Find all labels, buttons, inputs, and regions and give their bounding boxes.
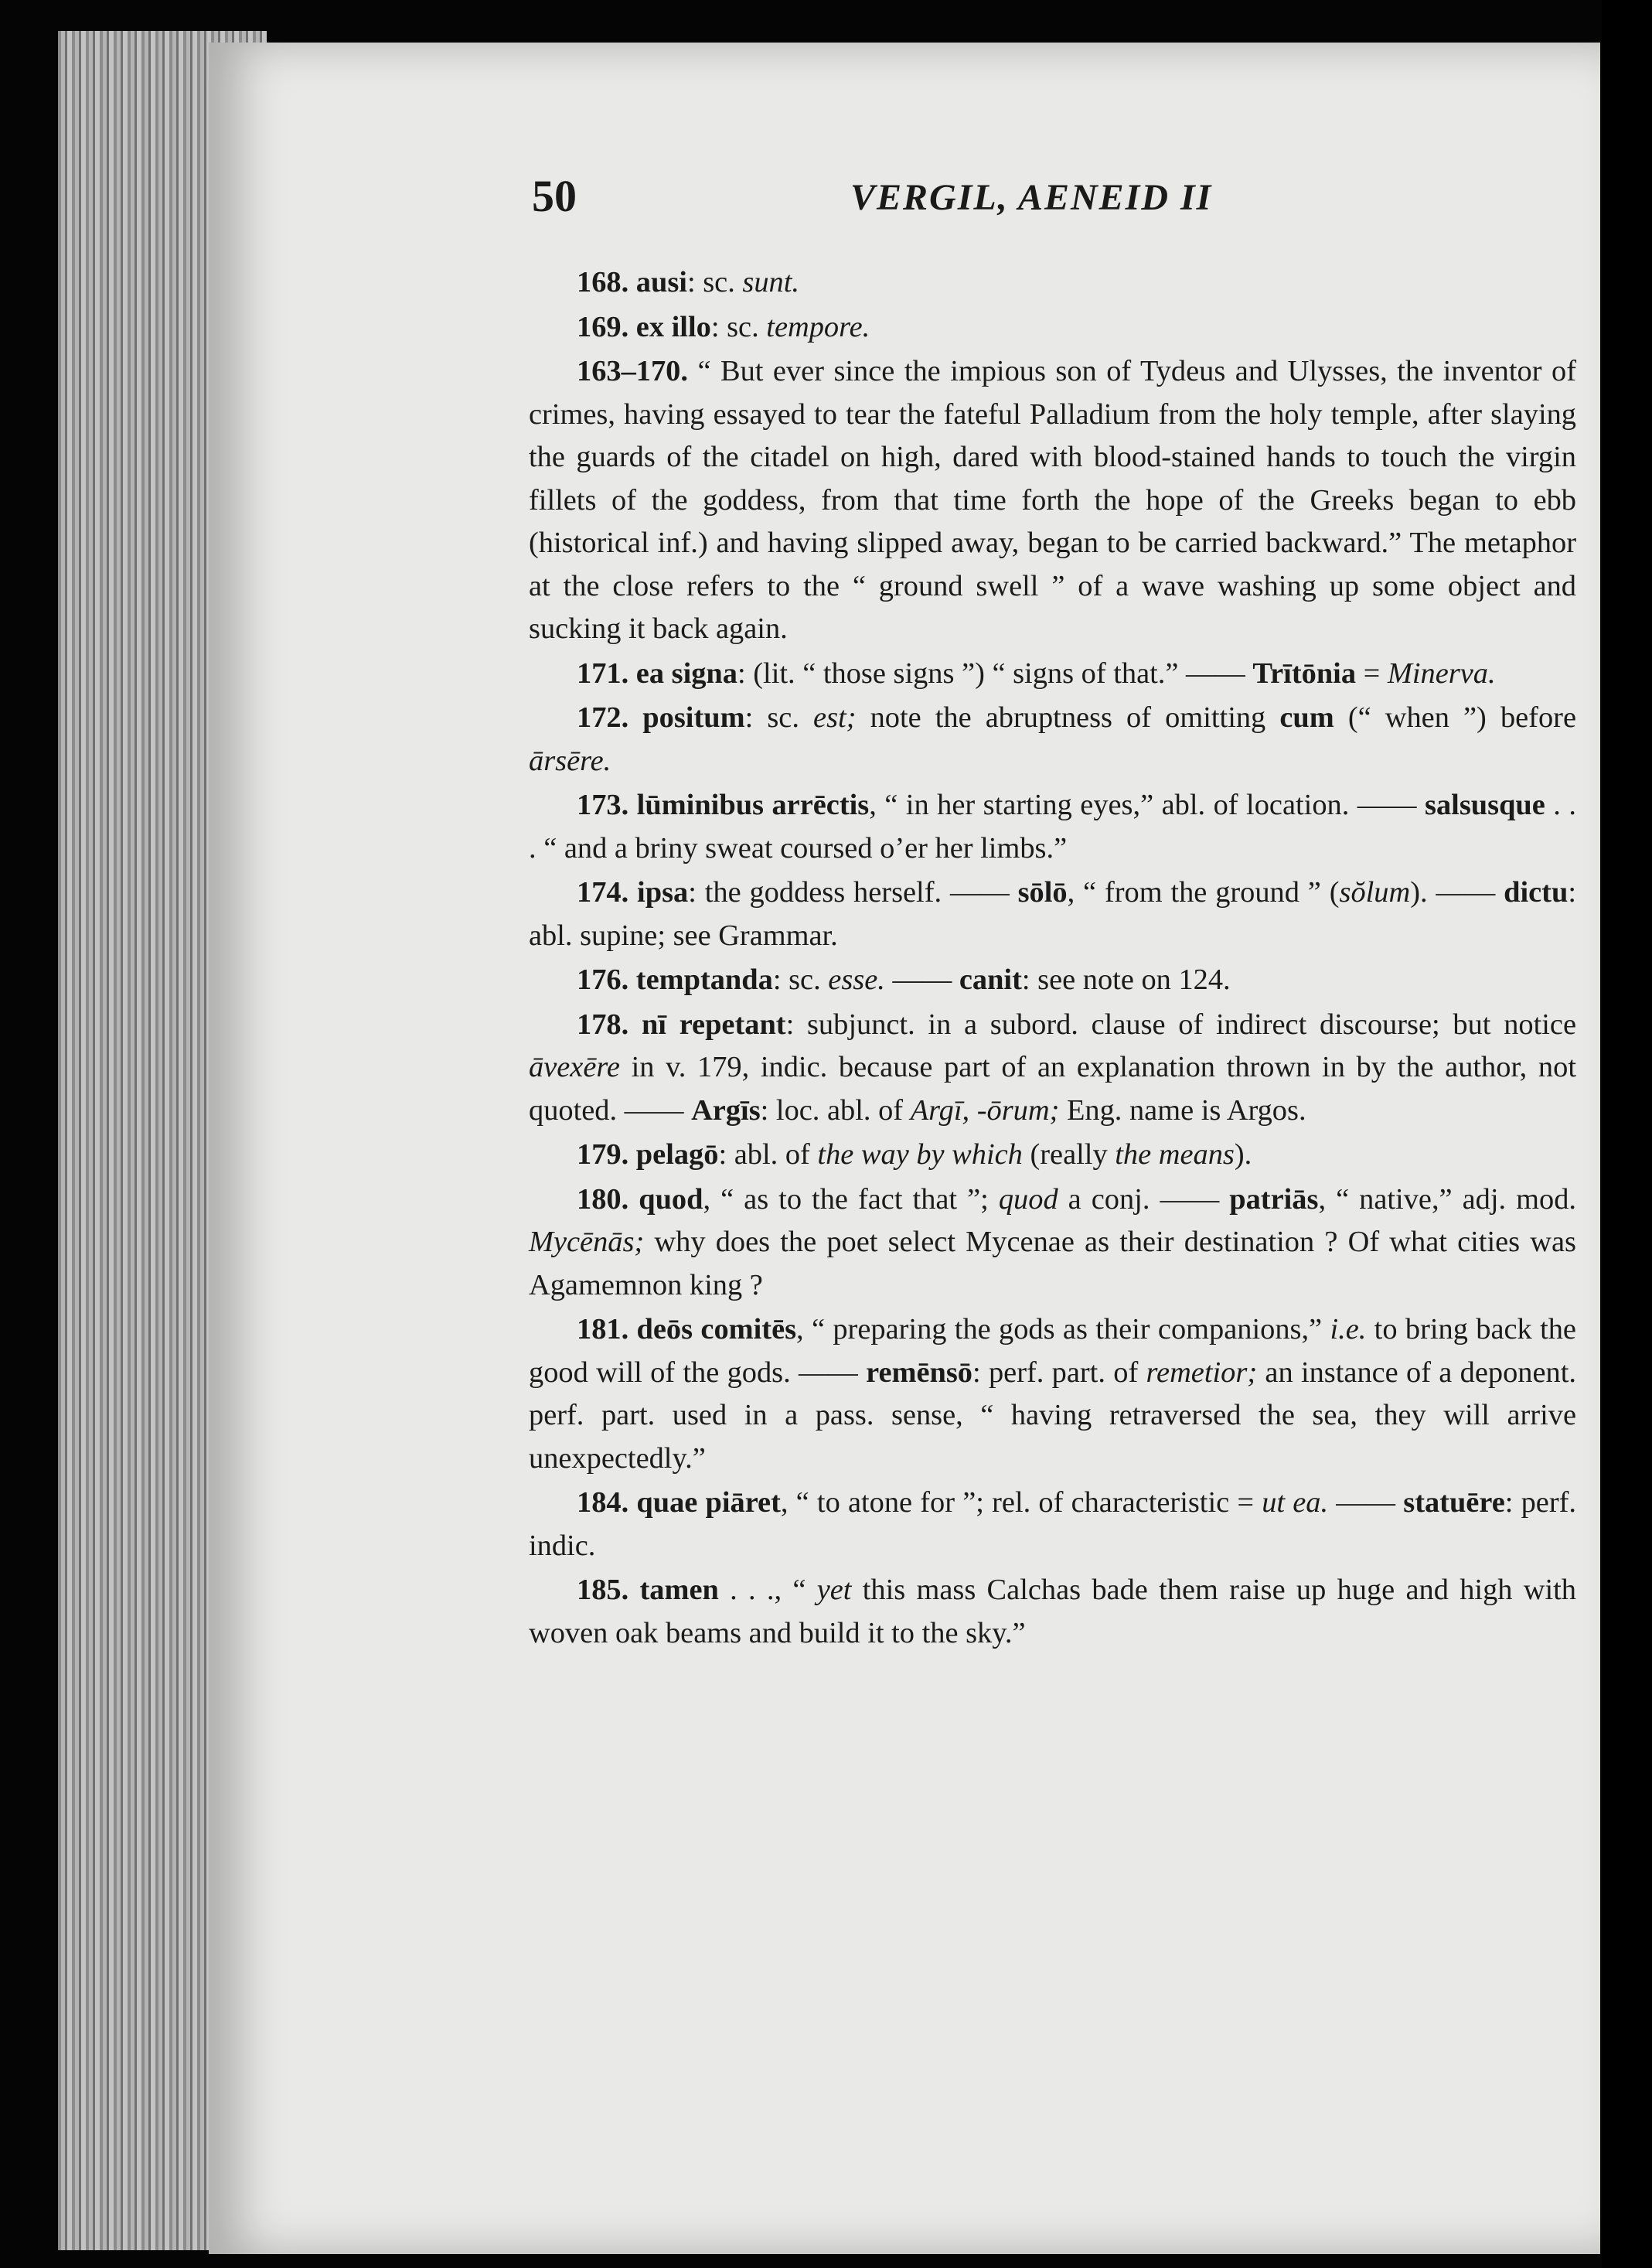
note-lemma: sōlō xyxy=(1017,876,1068,909)
note-entry xyxy=(529,871,1576,957)
note-text: , “ to atone for ”; rel. of characteristic = xyxy=(780,1486,1262,1519)
note-lemma: ex illo xyxy=(635,310,711,343)
note-lemma: lūminibus arrēctis xyxy=(636,789,870,821)
note-italic-text: the means xyxy=(1115,1138,1235,1171)
note-lemma: ipsa xyxy=(637,876,689,909)
note-text: , “ native,” adj. mod. xyxy=(1318,1182,1576,1216)
note-lemma: quod xyxy=(639,1182,703,1216)
note-italic-text: Argī, -ōrum; xyxy=(910,1093,1060,1127)
note-italic-text: i.e. xyxy=(1330,1313,1367,1345)
note-text: : loc. abl. of xyxy=(760,1093,911,1127)
note-italic-text: the way by which xyxy=(817,1138,1023,1171)
note-lemma: Argīs xyxy=(691,1093,761,1127)
note-italic-text: sŏlum xyxy=(1339,876,1411,909)
note-italic-text: est; xyxy=(813,701,857,734)
note-entry xyxy=(529,1569,1576,1655)
note-entry xyxy=(529,261,1576,305)
running-title: VERGIL, AENEID II xyxy=(850,177,1213,218)
note-text: to bring back the good will of the gods. —— xyxy=(529,1313,1576,1389)
note-italic-text: ārsēre. xyxy=(529,744,611,777)
note-line-number: 172. xyxy=(577,701,629,734)
note-line-number: 184. xyxy=(577,1486,629,1519)
note-italic-text: esse. xyxy=(828,963,885,996)
note-text: : sc. xyxy=(744,701,814,734)
note-lemma: temptanda xyxy=(635,963,773,996)
note-text: a conj. —— xyxy=(1058,1182,1230,1216)
note-entry xyxy=(529,1308,1576,1480)
note-text: , “ as to the fact that ”; xyxy=(703,1182,999,1216)
note-lemma: cum xyxy=(1279,701,1334,734)
note-text: , “ in her starting eyes,” abl. of location. —— xyxy=(869,789,1425,821)
note-text: : abl. supine; see Grammar. xyxy=(529,876,1576,952)
note-italic-text: sunt. xyxy=(742,266,800,298)
note-text: : (lit. “ those signs ”) “ signs of that.” —— xyxy=(737,657,1253,690)
note-lemma: patriās xyxy=(1229,1182,1319,1216)
page-header xyxy=(532,170,1575,240)
note-text: (“ when ”) before xyxy=(1334,701,1576,734)
scan-border xyxy=(1602,0,1652,2268)
note-lemma: pelagō xyxy=(635,1138,719,1171)
note-lemma: quae piāret xyxy=(636,1486,781,1519)
note-text: why does the poet select Mycenae as their destination ? Of what cities was Agamemnon king ? xyxy=(529,1226,1576,1301)
note-line-number: 171. xyxy=(577,657,629,690)
note-lemma: ausi xyxy=(635,266,687,298)
note-lemma: deōs comitēs xyxy=(636,1313,797,1345)
note-text: : see note on 124. xyxy=(1021,963,1231,996)
note-lemma: remēnsō xyxy=(866,1356,972,1389)
note-lemma: nī repetant xyxy=(641,1008,786,1041)
note-text: : subjunct. in a subord. clause of indirect discourse; but notice xyxy=(785,1008,1576,1041)
note-text: : sc. xyxy=(686,266,743,298)
note-text: —— xyxy=(1328,1486,1404,1519)
page-number: 50 xyxy=(532,171,577,221)
note-line-number: 174. xyxy=(577,876,629,909)
note-text: : perf. indic. xyxy=(529,1486,1576,1562)
note-line-number: 178. xyxy=(577,1008,629,1041)
note-line-number: 181. xyxy=(577,1313,629,1345)
note-italic-text: tempore. xyxy=(766,310,870,343)
note-entry xyxy=(529,350,1576,651)
note-line-number: 176. xyxy=(577,963,629,996)
note-entry xyxy=(529,306,1576,350)
note-lemma: statuēre xyxy=(1403,1486,1505,1519)
note-entry xyxy=(529,653,1576,696)
note-lemma: tamen xyxy=(639,1574,719,1606)
note-entry xyxy=(529,697,1576,783)
note-italic-text: Mycēnās; xyxy=(529,1226,645,1258)
note-text: : the goddess herself. —— xyxy=(688,876,1018,909)
note-italic-text: remetior; xyxy=(1146,1356,1258,1389)
note-text: an instance of a deponent. perf. part. used in a pass. sense, “ having retraversed the sea, they will arrive unexpectedly.” xyxy=(529,1356,1576,1475)
note-lemma: salsusque xyxy=(1425,789,1545,821)
note-lemma: canit xyxy=(959,963,1022,996)
note-italic-text: yet xyxy=(816,1574,852,1606)
note-text: : perf. part. of xyxy=(972,1356,1146,1389)
commentary-notes xyxy=(529,261,1576,1656)
note-text: . . ., “ xyxy=(718,1574,817,1606)
note-line-number: 185. xyxy=(577,1574,629,1606)
note-entry xyxy=(529,784,1576,870)
note-italic-text: quod xyxy=(998,1182,1058,1216)
note-text: (really xyxy=(1022,1138,1116,1171)
note-text: : abl. of xyxy=(718,1138,818,1171)
note-entry xyxy=(529,1004,1576,1133)
note-text: ). xyxy=(1234,1138,1252,1171)
note-text: : sc. xyxy=(710,310,767,343)
note-text: , “ from the ground ” ( xyxy=(1067,876,1340,909)
note-lemma: Trītōnia xyxy=(1252,657,1357,690)
note-text: ). —— xyxy=(1410,876,1504,909)
note-entry xyxy=(529,1134,1576,1177)
note-line-number: 179. xyxy=(577,1138,629,1171)
note-text: : sc. xyxy=(772,963,829,996)
note-text: = xyxy=(1356,657,1388,690)
note-line-number: 173. xyxy=(577,789,629,821)
note-italic-text: āvexēre xyxy=(529,1051,620,1083)
note-line-number: 180. xyxy=(577,1182,629,1216)
note-entry xyxy=(529,1482,1576,1567)
note-entry xyxy=(529,959,1576,1002)
note-lemma: ea signa xyxy=(635,657,737,690)
note-text: “ But ever since the impious son of Tydeus and Ulysses, the inventor of crimes, having essayed to tear the fateful Palladium from the holy temple, after slaying the guards of the citadel on high, dared with blood-stained hands to touch the virgin fillets of the goddess, from that time forth the hope of the Greeks began to ebb (historical inf.) and having slipped away, began to be carried backward.” The metaphor at the close refers to the “ ground swell ” of a wave washing up some object and sucking it back again. xyxy=(529,355,1576,645)
note-entry xyxy=(529,1178,1576,1308)
note-text: . . . “ and a briny sweat coursed o’er her limbs.” xyxy=(529,789,1576,865)
note-italic-text: Minerva. xyxy=(1387,657,1496,690)
note-text: note the abruptness of omitting xyxy=(856,701,1280,734)
note-text: , “ preparing the gods as their companions,” xyxy=(796,1313,1330,1345)
note-lemma: dictu xyxy=(1504,876,1569,909)
note-text: in v. 179, indic. because part of an explanation thrown in by the author, not quoted. —— xyxy=(529,1051,1576,1127)
note-text: Eng. name is Argos. xyxy=(1059,1093,1306,1127)
note-text: —— xyxy=(884,963,959,996)
note-line-number: 168. xyxy=(577,266,629,298)
note-italic-text: ut ea. xyxy=(1262,1486,1329,1519)
note-line-number: 169. xyxy=(577,310,629,343)
note-line-number: 163–170. xyxy=(577,355,688,387)
note-text: this mass Calchas bade them raise up huge and high with woven oak beams and build it to the sky.” xyxy=(529,1574,1576,1649)
note-lemma: positum xyxy=(642,701,745,734)
